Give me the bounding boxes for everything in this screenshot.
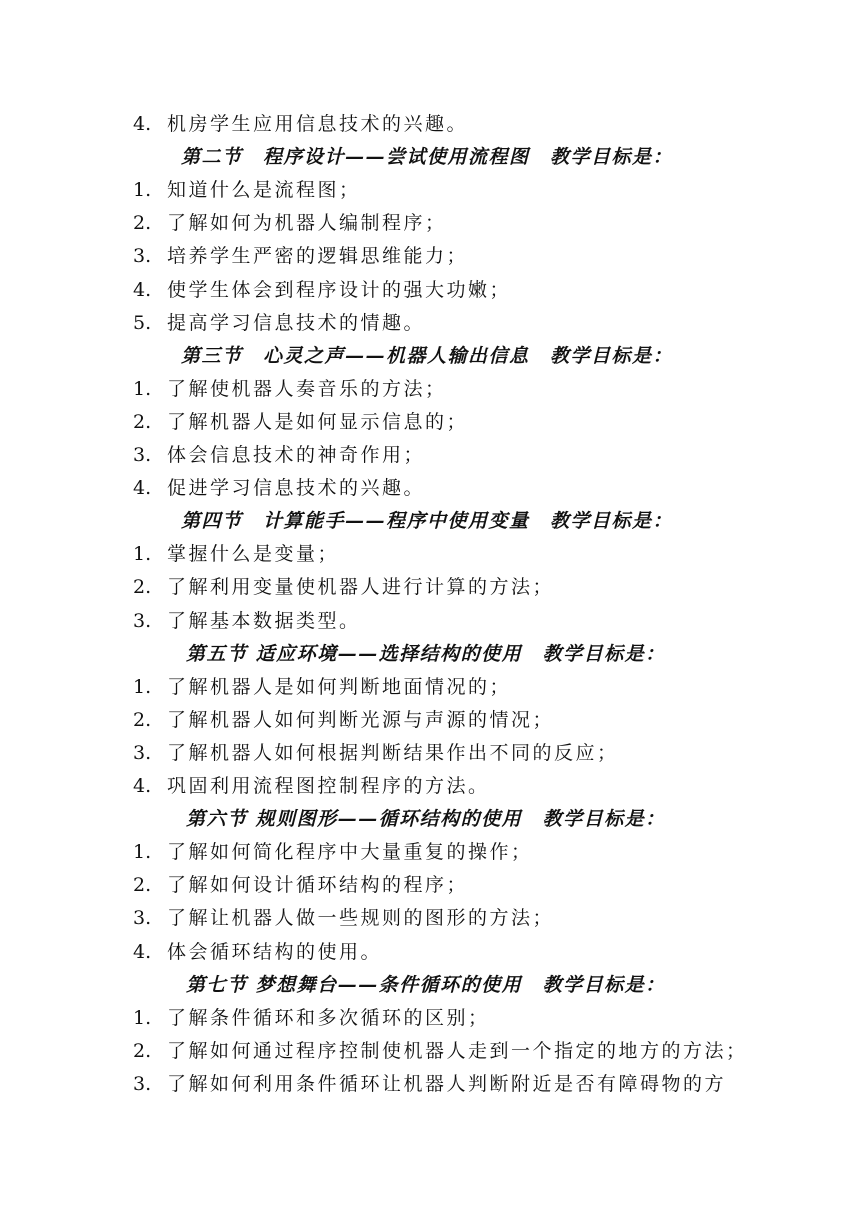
- list-item: [133, 671, 511, 704]
- list-item-text: 使学生体会到程序设计的强大功嫩；: [167, 279, 512, 301]
- list-item-number: 2.: [133, 212, 152, 234]
- list-item-text: 了解机器人如何判断光源与声源的情况；: [167, 709, 555, 731]
- list-item: [133, 307, 425, 340]
- list-item: [133, 869, 468, 902]
- list-item-text: 了解机器人是如何判断地面情况的；: [167, 676, 512, 698]
- list-item: [133, 406, 468, 439]
- list-item-number: 4.: [133, 477, 152, 499]
- list-item: [133, 538, 339, 571]
- list-item-text: 了解使机器人奏音乐的方法；: [167, 378, 447, 400]
- list-item-text: 体会循环结构的使用。: [167, 941, 383, 963]
- list-item: [133, 472, 425, 505]
- list-item-number: 1.: [133, 179, 152, 201]
- list-item: [133, 605, 361, 638]
- list-item-text: 体会信息技术的神奇作用；: [167, 444, 426, 466]
- list-item-text: 了解如何设计循环结构的程序；: [167, 874, 469, 896]
- list-item: [133, 207, 447, 240]
- list-item-number: 2.: [133, 576, 152, 598]
- list-item-number: 3.: [133, 907, 152, 929]
- section-heading: 第六节 规则图形——循环结构的使用 教学目标是：: [186, 808, 666, 830]
- list-item-number: 2.: [133, 1040, 152, 1062]
- list-item-text: 巩固利用流程图控制程序的方法。: [167, 775, 490, 797]
- list-item-text: 了解如何为机器人编制程序；: [167, 212, 447, 234]
- list-item: [133, 770, 490, 803]
- list-item-number: 1.: [133, 378, 152, 400]
- list-item: [133, 174, 361, 207]
- list-item-number: 3.: [133, 1073, 152, 1095]
- section-heading: 第四节 计算能手——程序中使用变量 教学目标是：: [181, 510, 674, 532]
- list-item-text: 了解机器人如何根据判断结果作出不同的反应；: [167, 742, 619, 764]
- list-item: [133, 373, 447, 406]
- list-item-number: 1.: [133, 1007, 152, 1029]
- list-item-number: 3.: [133, 610, 152, 632]
- list-item: [133, 902, 554, 935]
- list-item-number: 4.: [133, 775, 152, 797]
- list-item-number: 2.: [133, 411, 152, 433]
- list-item-number: 3.: [133, 742, 152, 764]
- list-item: [133, 1035, 748, 1068]
- list-item-text: 培养学生严密的逻辑思维能力；: [167, 245, 469, 267]
- list-item-text: 知道什么是流程图；: [167, 179, 361, 201]
- section-heading: 第二节 程序设计——尝试使用流程图 教学目标是：: [181, 146, 674, 168]
- list-item-text: 了解如何通过程序控制使机器人走到一个指定的地方的方法；: [167, 1040, 748, 1062]
- list-item: [133, 704, 554, 737]
- list-item: [133, 240, 468, 273]
- list-item-number: 5.: [133, 312, 152, 334]
- list-item-number: 4.: [133, 113, 152, 135]
- list-item-text: 提高学习信息技术的情趣。: [167, 312, 426, 334]
- list-item-text: 了解条件循环和多次循环的区别；: [167, 1007, 490, 1029]
- list-item-number: 3.: [133, 444, 152, 466]
- list-item: [133, 274, 511, 307]
- list-item-number: 3.: [133, 245, 152, 267]
- list-item-text: 了解如何利用条件循环让机器人判断附近是否有障碍物的方: [167, 1073, 727, 1095]
- section-heading: 第五节 适应环境——选择结构的使用 教学目标是：: [186, 643, 666, 665]
- list-item-number: 1.: [133, 841, 152, 863]
- list-item-text: 促进学习信息技术的兴趣。: [167, 477, 426, 499]
- section-heading: 第七节 梦想舞台——条件循环的使用 教学目标是：: [186, 974, 666, 996]
- list-item-text: 了解让机器人做一些规则的图形的方法；: [167, 907, 555, 929]
- list-item: [133, 737, 619, 770]
- list-item: [133, 936, 382, 969]
- list-item-number: 2.: [133, 709, 152, 731]
- list-item-number: 1.: [133, 676, 152, 698]
- list-item: [133, 1068, 726, 1101]
- list-item: [133, 836, 533, 869]
- list-item-number: 1.: [133, 543, 152, 565]
- list-item: [133, 108, 468, 141]
- section-heading: 第三节 心灵之声——机器人输出信息 教学目标是：: [181, 345, 674, 367]
- list-item-text: 了解如何简化程序中大量重复的操作；: [167, 841, 533, 863]
- list-item-text: 了解利用变量使机器人进行计算的方法；: [167, 576, 555, 598]
- list-item-text: 了解基本数据类型。: [167, 610, 361, 632]
- list-item-number: 2.: [133, 874, 152, 896]
- list-item: [133, 439, 425, 472]
- list-item-number: 4.: [133, 279, 152, 301]
- list-item-text: 机房学生应用信息技术的兴趣。: [167, 113, 469, 135]
- list-item-text: 了解机器人是如何显示信息的；: [167, 411, 469, 433]
- list-item-text: 掌握什么是变量；: [167, 543, 340, 565]
- list-item: [133, 571, 554, 604]
- list-item: [133, 1002, 490, 1035]
- list-item-number: 4.: [133, 941, 152, 963]
